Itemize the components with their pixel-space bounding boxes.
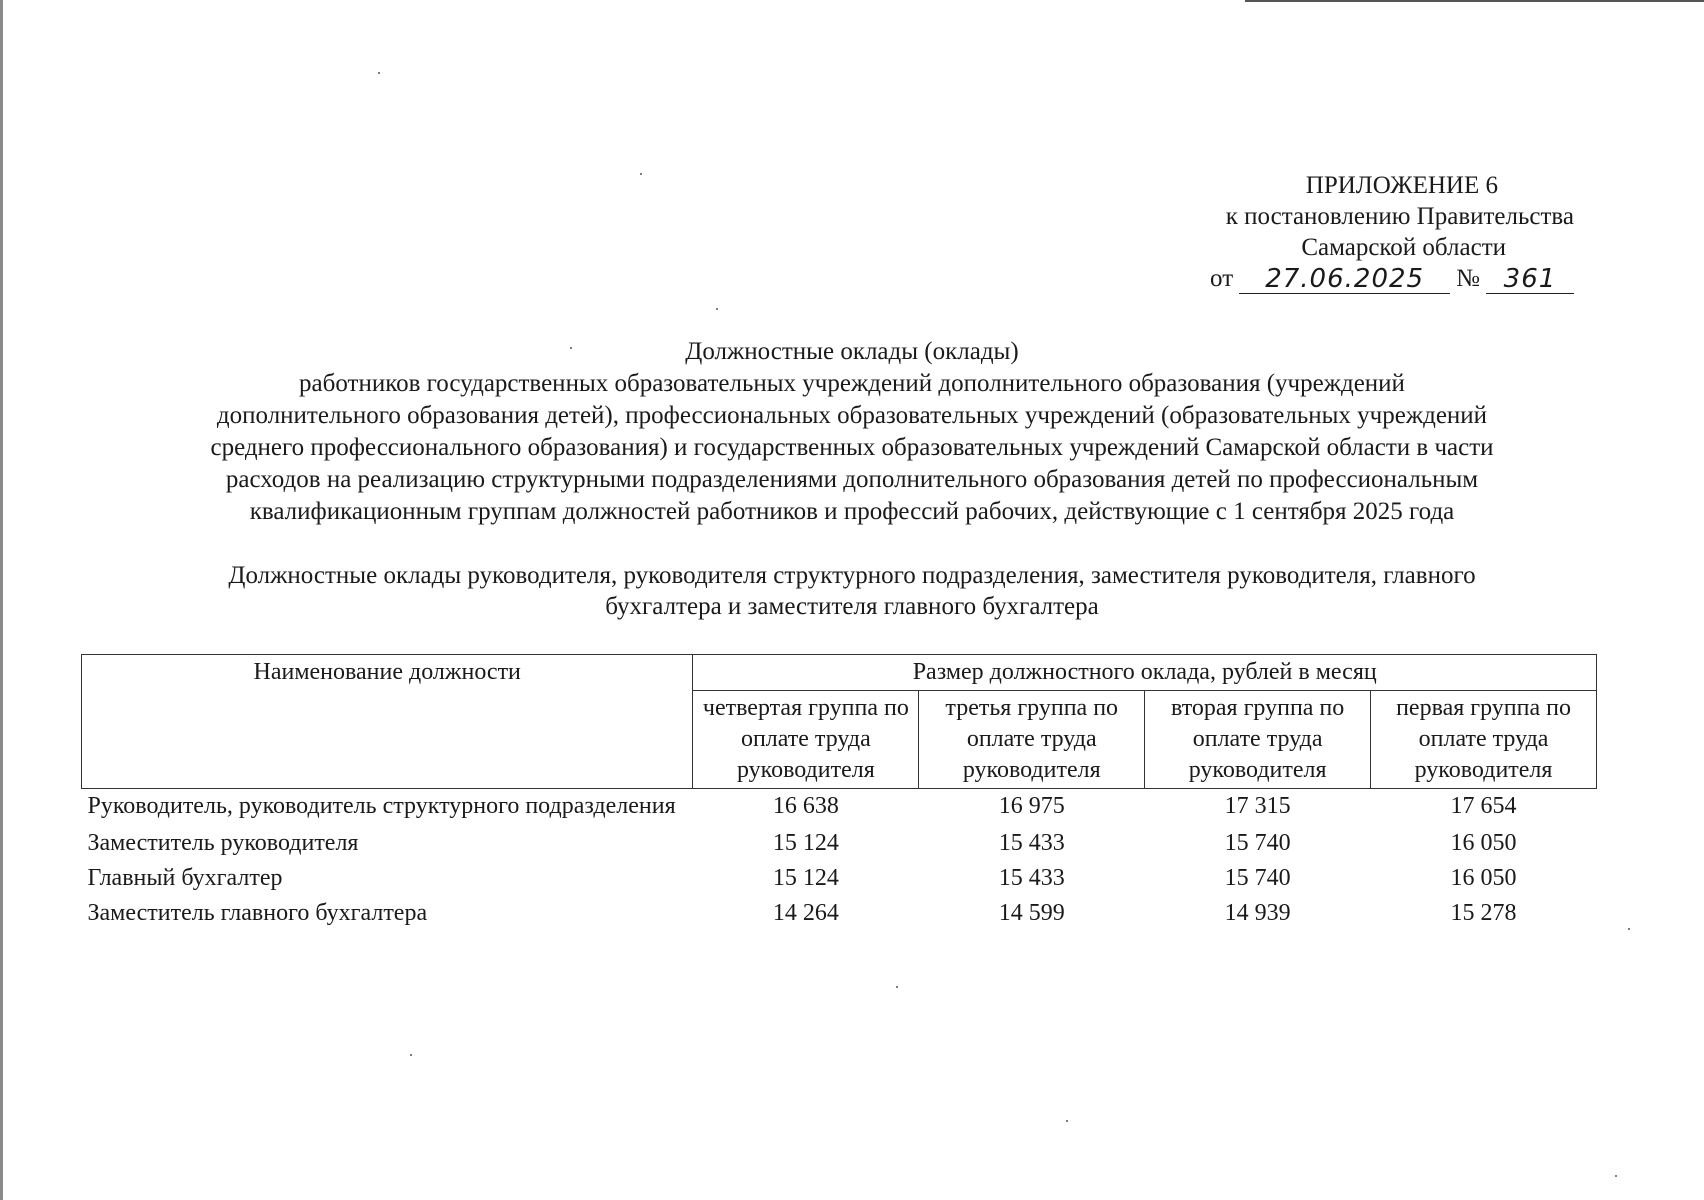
scan-speck <box>640 173 642 175</box>
section-title-line: бухгалтера и заместителя главного бухгалтера <box>605 593 1099 620</box>
salary-cell: 14 264 <box>772 900 839 926</box>
salary-cell: 15 124 <box>772 865 839 891</box>
header-group-2: вторая группа по оплате труда руководителя <box>1145 691 1371 789</box>
salary-cell: 17 315 <box>1224 793 1291 819</box>
salary-cell: 15 433 <box>998 830 1065 856</box>
salary-cell: 14 599 <box>998 900 1065 926</box>
salary-cell: 15 740 <box>1224 865 1291 891</box>
scan-top-line <box>1245 0 1704 2</box>
number-sign: № <box>1456 265 1480 292</box>
table-header-row <box>82 655 1597 691</box>
salary-cell: 15 433 <box>998 865 1065 891</box>
position-cell: Заместитель руководителя <box>87 830 359 856</box>
heading-line: работников государственных образовательных учреждений дополнительного образования (учреждений <box>299 370 1405 397</box>
salary-table <box>81 654 1597 931</box>
section-title <box>0 560 1704 622</box>
table-row <box>82 896 1597 931</box>
appendix-line1: к постановлению Правительства <box>1225 203 1574 230</box>
appendix-line2: Самарской области <box>1301 234 1506 261</box>
header-salary: Размер должностного оклада, рублей в месяц <box>693 655 1597 691</box>
salary-cell: 16 638 <box>772 793 839 819</box>
salary-cell: 15 124 <box>772 830 839 856</box>
table-row <box>82 861 1597 896</box>
table-row <box>82 826 1597 861</box>
salary-cell: 15 278 <box>1450 900 1517 926</box>
appendix-block <box>1210 170 1574 294</box>
heading-title: Должностные оклады (оклады) <box>685 338 1019 365</box>
salary-cell: 16 050 <box>1450 865 1517 891</box>
appendix-title: ПРИЛОЖЕНИЕ 6 <box>1305 172 1498 199</box>
heading-line: среднего профессионального образования) и государственных образовательных учреждений Самарской области в части <box>210 434 1494 461</box>
header-group-1: первая группа по оплате труда руководителя <box>1371 691 1597 789</box>
scan-speck <box>1066 1120 1068 1122</box>
heading-line: квалификационным группам должностей работников и профессий рабочих, действующие с 1 сентября 2025 года <box>249 498 1455 525</box>
appendix-date-row <box>1210 263 1574 294</box>
scan-speck <box>378 72 380 74</box>
header-group-3: третья группа по оплате труда руководителя <box>919 691 1145 789</box>
scan-speck <box>1615 1175 1617 1177</box>
heading-line: дополнительного образования детей), профессиональных образовательных учреждений (образовательных учреждений <box>216 402 1488 429</box>
handwritten-number: 361 <box>1486 265 1574 294</box>
handwritten-date: 27.06.2025 <box>1239 265 1450 294</box>
salary-cell: 16 975 <box>998 793 1065 819</box>
header-group-4: четвертая группа по оплате труда руководителя <box>693 691 919 789</box>
heading-line: расходов на реализацию структурными подразделениями дополнительного образования детей по профессиональным <box>225 466 1479 493</box>
salary-cell: 15 740 <box>1224 830 1291 856</box>
salary-cell: 14 939 <box>1224 900 1291 926</box>
scan-speck <box>410 1054 412 1056</box>
position-cell: Главный бухгалтер <box>87 865 283 891</box>
position-cell: Заместитель главного бухгалтера <box>87 900 428 926</box>
table-row <box>82 789 1597 827</box>
scan-speck <box>716 308 718 310</box>
scan-speck <box>1628 928 1630 930</box>
section-title-line: Должностные оклады руководителя, руководителя структурного подразделения, заместителя руководителя, главного <box>228 562 1476 589</box>
position-cell: Руководитель, руководитель структурного подразделения <box>87 793 676 819</box>
date-prefix: от <box>1210 265 1234 292</box>
scan-speck <box>896 986 898 988</box>
salary-cell: 17 654 <box>1450 793 1517 819</box>
header-position: Наименование должности <box>82 655 693 789</box>
document-heading <box>0 336 1704 528</box>
salary-cell: 16 050 <box>1450 830 1517 856</box>
